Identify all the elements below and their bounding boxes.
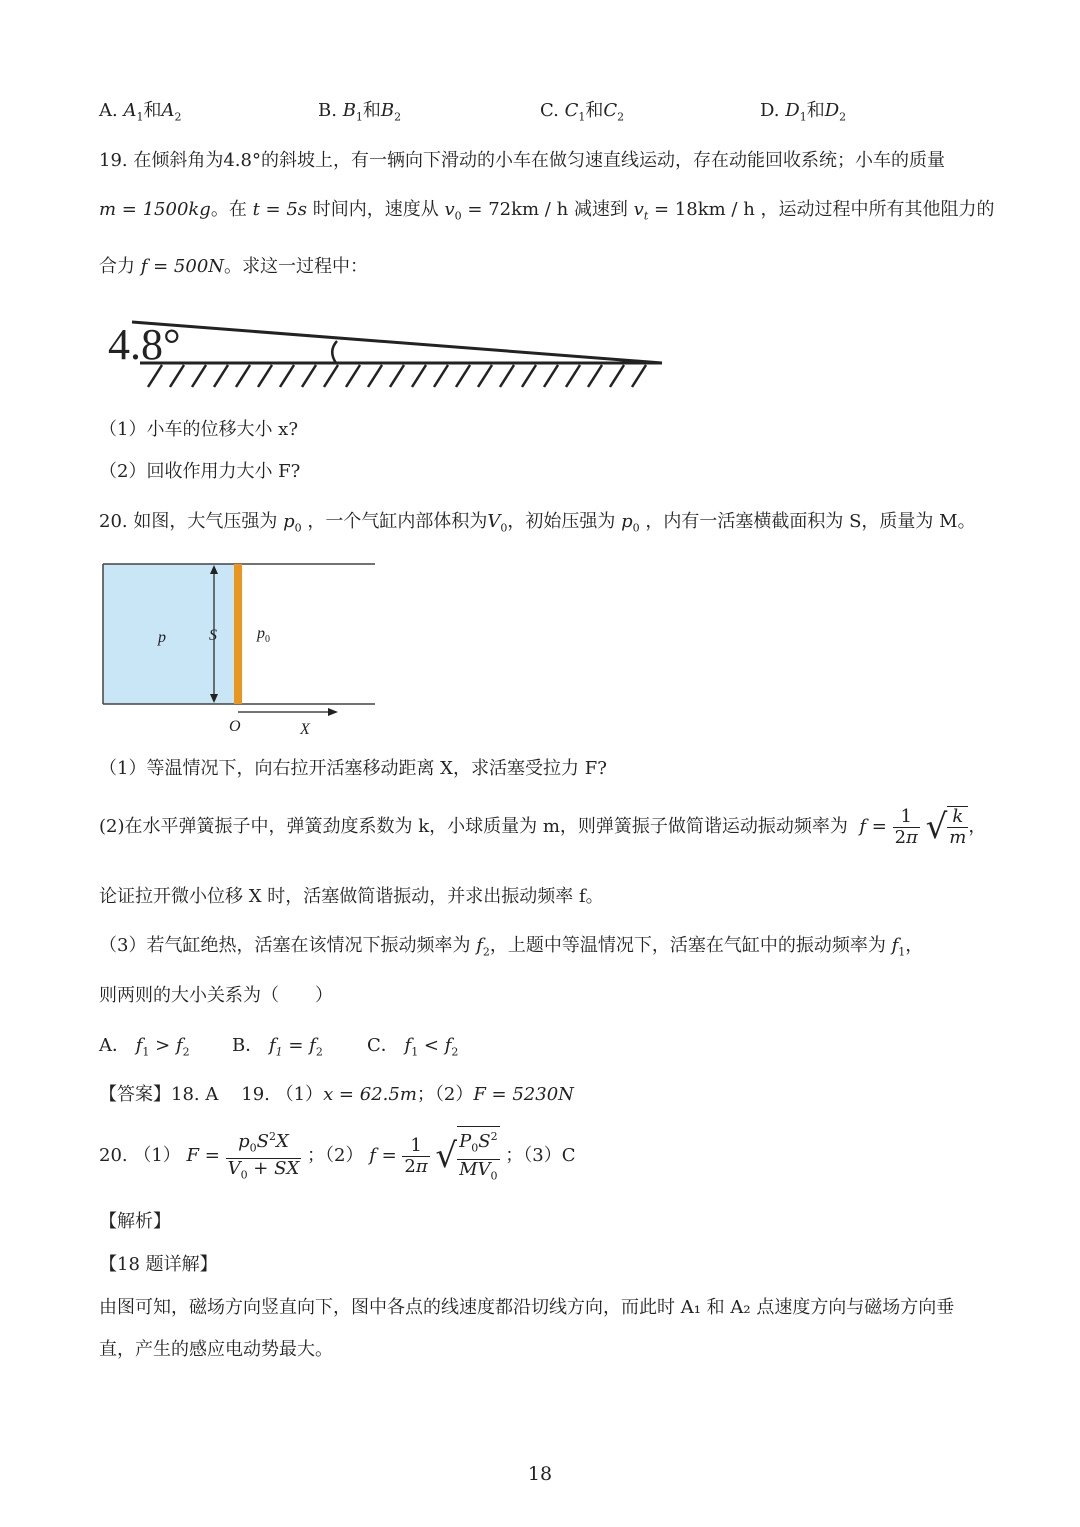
q20-option-a: A． $f_1 > f_2$ bbox=[99, 1035, 190, 1059]
label-p: p bbox=[158, 629, 166, 646]
q18-option-d: D. $D_1$和$D_2$ bbox=[760, 100, 847, 124]
piston bbox=[234, 564, 242, 704]
cylinder-figure bbox=[100, 560, 390, 740]
incline-angle-label: 4.8° bbox=[108, 320, 181, 369]
answer-line2: 20. （1） F = $\frac{p_0S^2X}{V_0 + SX}$ ；（2） f = $\frac{1}{2\pi}$ √ $\frac{P_0S^2}{MV_0}$ ；（3）C bbox=[99, 1126, 576, 1190]
q18-option-b: B. $B_1$和$B_2$ bbox=[318, 100, 402, 124]
q20-line1: 20. 如图，大气压强为 $p_0$ ，一个气缸内部体积为$V_0$，初始压强为 $p_0$ ，内有一活塞横截面积为 S，质量为 M。 bbox=[99, 511, 976, 535]
q20-sub3-line1: （3）若气缸绝热，活塞在该情况下振动频率为 $f_2$，上题中等温情况下，活塞在气缸中的振动频率为 $f_1$， bbox=[99, 935, 924, 959]
q20-sub1: （1）等温情况下，向右拉开活塞移动距离 X，求活塞受拉力 F? bbox=[99, 758, 607, 779]
analysis-head: 【解析】 bbox=[99, 1211, 171, 1232]
page-number: 18 bbox=[527, 1463, 553, 1485]
q18-option-a: A. $A_1$和$A_2$ bbox=[99, 100, 182, 124]
label-p0: $p_0$ bbox=[257, 625, 270, 645]
q20-sub2-line1: (2)在水平弹簧振子中，弹簧劲度系数为 k，小球质量为 m，则弹簧振子做简谐运动振动频率为 f = $\frac{1}{2\pi}$ √ $\frac{k}{m}$ ， bbox=[99, 805, 987, 848]
q20-option-b: B． $f_1 = f_2$ bbox=[232, 1035, 323, 1059]
label-X: X bbox=[300, 721, 310, 738]
analysis-q18-head: 【18 题详解】 bbox=[99, 1254, 218, 1275]
q19-sub2: （2）回收作用力大小 F? bbox=[99, 461, 301, 482]
incline-figure bbox=[100, 305, 680, 395]
q19-line3: 合力 f = 500N。求这一过程中： bbox=[99, 256, 369, 277]
label-O: O bbox=[229, 718, 241, 735]
q19-line1: 19. 在倾斜角为4.8°的斜坡上，有一辆向下滑动的小车在做匀速直线运动，存在动能回收系统；小车的质量 bbox=[99, 150, 945, 171]
q19-line2: m = 1500kg。在 t = 5s 时间内，速度从 $v_0 = 72km / h$ 减速到 $v_t = 18km / h$ ，运动过程中所有其他阻力的 bbox=[99, 199, 995, 223]
q20-option-c: C． $f_1 < f_2$ bbox=[367, 1035, 459, 1059]
q20-sub2-line2: 论证拉开微小位移 X 时，活塞做简谐振动，并求出振动频率 f。 bbox=[99, 886, 604, 907]
q20-sub3-line2: 则两则的大小关系为（ ） bbox=[99, 985, 333, 1006]
q18-option-c: C. $C_1$和$C_2$ bbox=[540, 100, 625, 124]
analysis-line1: 由图可知，磁场方向竖直向下，图中各点的线速度都沿切线方向，而此时 A₁ 和 A₂ 点速度方向与磁场方向垂 bbox=[99, 1297, 955, 1318]
q19-sub1: （1）小车的位移大小 x? bbox=[99, 419, 298, 440]
label-S: S bbox=[209, 627, 217, 644]
answer-line1: 【答案】18. A 19. （1）x = 62.5m；（2）F = 5230N bbox=[99, 1084, 574, 1105]
analysis-line2: 直，产生的感应电动势最大。 bbox=[99, 1339, 333, 1360]
